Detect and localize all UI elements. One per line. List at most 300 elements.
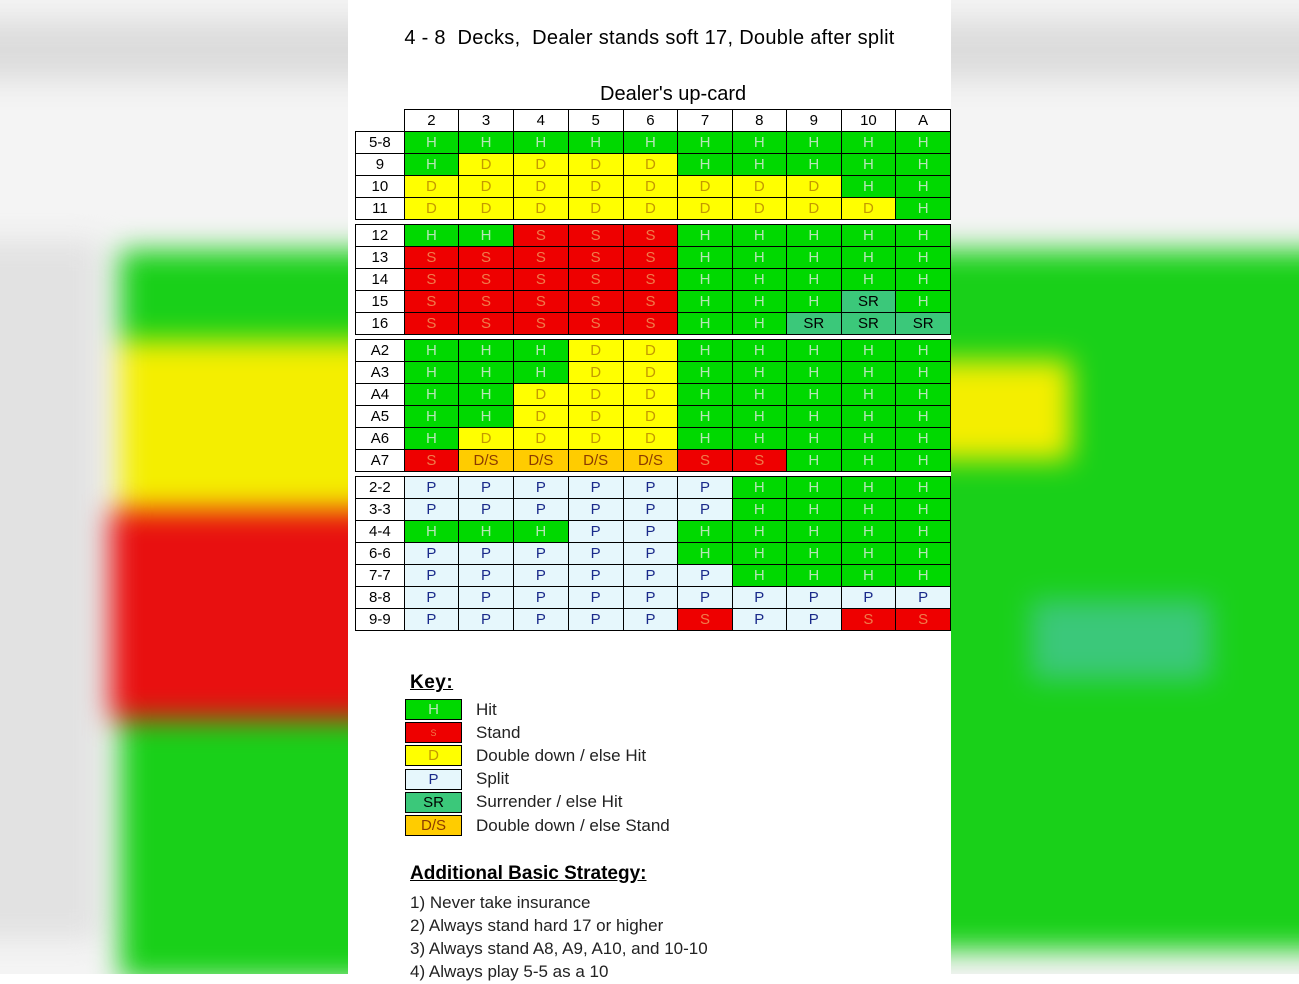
strategy-cell: D (513, 176, 568, 198)
key-item (405, 791, 670, 814)
strategy-cell: D (623, 362, 678, 384)
strategy-cell: H (786, 269, 841, 291)
strategy-cell: H (732, 499, 786, 521)
key-swatch: S (405, 722, 462, 743)
strategy-cell: D (678, 198, 732, 220)
strategy-cell: D (841, 198, 896, 220)
strategy-row (356, 362, 951, 384)
strategy-cell: S (568, 291, 623, 313)
strategy-cell: H (896, 565, 951, 587)
strategy-cell: S (896, 609, 951, 631)
strategy-cell: H (896, 477, 951, 499)
player-hand-label: 6-6 (356, 543, 405, 565)
strategy-cell: P (623, 609, 678, 631)
player-hand-label: 9-9 (356, 609, 405, 631)
strategy-cell: H (678, 132, 732, 154)
strategy-cell: D (513, 384, 568, 406)
key-label: Hit (476, 699, 497, 719)
strategy-cell: H (841, 384, 896, 406)
strategy-cell: P (623, 587, 678, 609)
strategy-cell: H (896, 154, 951, 176)
strategy-row (356, 406, 951, 428)
strategy-cell: P (404, 587, 458, 609)
strategy-cell: H (786, 450, 841, 472)
strategy-cell: H (896, 198, 951, 220)
strategy-cell: H (404, 225, 458, 247)
strategy-cell: H (404, 406, 458, 428)
strategy-cell: S (623, 291, 678, 313)
strategy-cell: H (732, 406, 786, 428)
strategy-cell: S (623, 225, 678, 247)
player-hand-label: 14 (356, 269, 405, 291)
strategy-cell: H (513, 362, 568, 384)
strategy-cell: H (678, 340, 732, 362)
strategy-cell: H (786, 428, 841, 450)
strategy-cell: D (623, 176, 678, 198)
strategy-grid (355, 109, 951, 631)
strategy-cell: S (568, 247, 623, 269)
strategy-cell: D (459, 176, 514, 198)
player-hand-label: A3 (356, 362, 405, 384)
strategy-cell: H (896, 384, 951, 406)
strategy-cell: H (732, 225, 786, 247)
strategy-cell: S (732, 450, 786, 472)
strategy-cell: P (623, 565, 678, 587)
dealer-card-header: 3 (459, 110, 514, 132)
player-hand-label: 9 (356, 154, 405, 176)
key-swatch: P (405, 769, 462, 790)
key-label: Surrender / else Hit (476, 792, 623, 812)
strategy-cell: H (404, 154, 458, 176)
strategy-cell: D/S (568, 450, 623, 472)
strategy-cell: H (786, 521, 841, 543)
strategy-row (356, 428, 951, 450)
strategy-cell: H (732, 428, 786, 450)
player-hand-label: 4-4 (356, 521, 405, 543)
strategy-cell: P (786, 587, 841, 609)
strategy-cell: S (513, 313, 568, 335)
strategy-cell: D (568, 340, 623, 362)
strategy-cell: S (513, 247, 568, 269)
dealer-card-header: 8 (732, 110, 786, 132)
strategy-cell: P (623, 499, 678, 521)
blurred-backdrop-left (0, 0, 348, 974)
player-hand-label: A7 (356, 450, 405, 472)
strategy-cell: H (841, 225, 896, 247)
strategy-cell: S (568, 225, 623, 247)
strategy-cell: H (404, 521, 458, 543)
key-label: Double down / else Hit (476, 745, 647, 765)
strategy-cell: H (732, 384, 786, 406)
dealer-card-header: 4 (513, 110, 568, 132)
strategy-cell: H (678, 154, 732, 176)
strategy-cell: H (459, 406, 514, 428)
strategy-row (356, 247, 951, 269)
additional-strategy-item: 1) Never take insurance (410, 893, 591, 912)
strategy-cell: P (786, 609, 841, 631)
strategy-cell: H (896, 291, 951, 313)
strategy-cell: S (404, 450, 458, 472)
strategy-cell: H (841, 176, 896, 198)
strategy-cell: H (896, 176, 951, 198)
strategy-row (356, 521, 951, 543)
strategy-cell: D (513, 406, 568, 428)
strategy-cell: H (841, 269, 896, 291)
additional-strategy-item: 2) Always stand hard 17 or higher (410, 916, 664, 935)
strategy-cell: H (786, 384, 841, 406)
strategy-cell: H (623, 132, 678, 154)
strategy-cell: D (568, 384, 623, 406)
strategy-cell: H (841, 362, 896, 384)
player-hand-label: 8-8 (356, 587, 405, 609)
key-label: Stand (476, 722, 521, 742)
strategy-cell: D (568, 176, 623, 198)
strategy-cell: H (841, 521, 896, 543)
strategy-cell: S (404, 269, 458, 291)
strategy-cell: H (732, 247, 786, 269)
strategy-cell: H (459, 340, 514, 362)
strategy-cell: P (568, 609, 623, 631)
strategy-row (356, 609, 951, 631)
strategy-row (356, 132, 951, 154)
strategy-cell: D (513, 198, 568, 220)
strategy-cell: H (896, 269, 951, 291)
strategy-cell: H (786, 406, 841, 428)
strategy-cell: P (404, 499, 458, 521)
strategy-cell: S (459, 313, 514, 335)
strategy-row (356, 565, 951, 587)
strategy-cell: P (678, 477, 732, 499)
strategy-cell: H (896, 132, 951, 154)
strategy-cell: H (896, 450, 951, 472)
strategy-cell: P (732, 587, 786, 609)
strategy-cell: H (896, 428, 951, 450)
strategy-cell: P (732, 609, 786, 631)
strategy-cell: H (841, 132, 896, 154)
key-list (405, 698, 670, 837)
dealer-card-header: 2 (404, 110, 458, 132)
strategy-cell: D (404, 198, 458, 220)
strategy-row (356, 587, 951, 609)
strategy-cell: SR (841, 291, 896, 313)
strategy-cell: S (459, 247, 514, 269)
strategy-cell: H (732, 477, 786, 499)
strategy-cell: P (513, 609, 568, 631)
strategy-row (356, 291, 951, 313)
strategy-cell: P (678, 587, 732, 609)
strategy-cell: S (678, 609, 732, 631)
strategy-cell: H (896, 247, 951, 269)
strategy-cell: D (678, 176, 732, 198)
strategy-cell: H (896, 521, 951, 543)
strategy-cell: H (896, 499, 951, 521)
player-hand-label: 16 (356, 313, 405, 335)
strategy-row (356, 313, 951, 335)
dealer-card-header: 10 (841, 110, 896, 132)
dealer-card-header: 6 (623, 110, 678, 132)
strategy-cell: S (568, 313, 623, 335)
strategy-cell: S (623, 313, 678, 335)
strategy-cell: S (404, 247, 458, 269)
strategy-cell: H (732, 269, 786, 291)
strategy-cell: P (513, 477, 568, 499)
strategy-cell: H (786, 565, 841, 587)
player-hand-label: 2-2 (356, 477, 405, 499)
strategy-cell: H (896, 225, 951, 247)
dealer-card-header: 7 (678, 110, 732, 132)
strategy-cell: H (841, 543, 896, 565)
strategy-cell: H (678, 428, 732, 450)
strategy-cell: H (404, 428, 458, 450)
dealer-card-header: A (896, 110, 951, 132)
strategy-cell: H (786, 362, 841, 384)
strategy-cell: H (678, 406, 732, 428)
strategy-cell: H (786, 132, 841, 154)
strategy-cell: D/S (459, 450, 514, 472)
strategy-cell: P (459, 565, 514, 587)
strategy-cell: D (623, 154, 678, 176)
strategy-cell: D (623, 340, 678, 362)
strategy-cell: H (678, 521, 732, 543)
strategy-cell: H (841, 406, 896, 428)
strategy-cell: D (459, 198, 514, 220)
strategy-cell: P (513, 587, 568, 609)
strategy-cell: H (678, 543, 732, 565)
key-item (405, 814, 670, 837)
strategy-cell: H (732, 291, 786, 313)
strategy-cell: H (841, 428, 896, 450)
strategy-cell: H (786, 499, 841, 521)
dealer-card-header: 5 (568, 110, 623, 132)
strategy-cell: P (568, 477, 623, 499)
dealer-card-header: 9 (786, 110, 841, 132)
strategy-cell: S (404, 313, 458, 335)
page-title: 4 - 8 Decks, Dealer stands soft 17, Double after split (404, 27, 895, 49)
strategy-cell: P (623, 521, 678, 543)
strategy-cell: S (568, 269, 623, 291)
strategy-cell: S (623, 269, 678, 291)
strategy-cell: H (841, 247, 896, 269)
strategy-cell: P (404, 477, 458, 499)
strategy-cell: S (459, 291, 514, 313)
strategy-cell: D (732, 176, 786, 198)
strategy-cell: D (568, 428, 623, 450)
strategy-cell: D (568, 198, 623, 220)
strategy-cell: P (404, 609, 458, 631)
key-swatch: D/S (405, 815, 462, 836)
strategy-cell: D (459, 428, 514, 450)
strategy-cell: P (513, 499, 568, 521)
strategy-cell: H (568, 132, 623, 154)
strategy-cell: H (404, 362, 458, 384)
strategy-cell: H (459, 384, 514, 406)
strategy-cell: D (404, 176, 458, 198)
strategy-cell: H (786, 543, 841, 565)
strategy-cell: H (459, 362, 514, 384)
key-item (405, 698, 670, 721)
strategy-row (356, 225, 951, 247)
strategy-cell: H (678, 269, 732, 291)
strategy-cell: S (678, 450, 732, 472)
strategy-cell: H (732, 565, 786, 587)
strategy-cell: P (404, 543, 458, 565)
key-title: Key: (410, 672, 454, 693)
strategy-cell: H (732, 543, 786, 565)
strategy-cell: S (513, 269, 568, 291)
key-item (405, 744, 670, 767)
strategy-cell: H (841, 499, 896, 521)
strategy-cell: P (513, 565, 568, 587)
player-hand-label: 7-7 (356, 565, 405, 587)
strategy-cell: D (732, 198, 786, 220)
strategy-cell: S (459, 269, 514, 291)
strategy-cell: H (732, 521, 786, 543)
strategy-cell: D (623, 428, 678, 450)
strategy-cell: D (513, 154, 568, 176)
strategy-row (356, 340, 951, 362)
strategy-cell: SR (841, 313, 896, 335)
strategy-cell: H (841, 154, 896, 176)
strategy-cell: S (404, 291, 458, 313)
strategy-cell: H (678, 362, 732, 384)
strategy-row (356, 198, 951, 220)
strategy-row (356, 176, 951, 198)
strategy-cell: D (568, 154, 623, 176)
strategy-cell: H (678, 313, 732, 335)
key-swatch: D (405, 745, 462, 766)
strategy-cell: P (568, 587, 623, 609)
strategy-cell: H (896, 543, 951, 565)
blurred-backdrop-right (951, 0, 1299, 974)
player-hand-label: A4 (356, 384, 405, 406)
strategy-cell: D/S (623, 450, 678, 472)
strategy-row (356, 499, 951, 521)
strategy-cell: D (623, 406, 678, 428)
strategy-cell: H (459, 132, 514, 154)
player-hand-label: 15 (356, 291, 405, 313)
strategy-cell: H (459, 225, 514, 247)
strategy-cell: H (678, 247, 732, 269)
strategy-cell: P (459, 587, 514, 609)
strategy-cell: H (786, 340, 841, 362)
strategy-cell: H (786, 477, 841, 499)
strategy-cell: D (568, 362, 623, 384)
strategy-cell: D (513, 428, 568, 450)
strategy-cell: D (568, 406, 623, 428)
strategy-cell: P (459, 609, 514, 631)
dealer-upcard-heading: Dealer's up-card (600, 83, 747, 105)
strategy-row (356, 477, 951, 499)
player-hand-label: 12 (356, 225, 405, 247)
strategy-cell: H (786, 154, 841, 176)
strategy-cell: D (623, 384, 678, 406)
strategy-cell: H (459, 521, 514, 543)
key-swatch: SR (405, 792, 462, 813)
strategy-cell: S (513, 291, 568, 313)
strategy-cell: S (841, 609, 896, 631)
strategy-cell: S (513, 225, 568, 247)
strategy-cell: H (732, 313, 786, 335)
strategy-cell: P (568, 521, 623, 543)
strategy-cell: D (786, 176, 841, 198)
additional-strategy-item: 4) Always play 5-5 as a 10 (410, 962, 609, 981)
player-hand-label: A2 (356, 340, 405, 362)
strategy-cell: H (513, 132, 568, 154)
strategy-cell: H (786, 291, 841, 313)
grid-corner (356, 110, 405, 132)
strategy-cell: H (896, 340, 951, 362)
strategy-row (356, 269, 951, 291)
key-label: Double down / else Stand (476, 815, 670, 835)
strategy-cell: H (896, 406, 951, 428)
strategy-cell: P (513, 543, 568, 565)
player-hand-label: A5 (356, 406, 405, 428)
strategy-cell: H (732, 362, 786, 384)
additional-strategy-list (410, 892, 708, 984)
strategy-cell: D (786, 198, 841, 220)
player-hand-label: 3-3 (356, 499, 405, 521)
strategy-cell: H (841, 450, 896, 472)
strategy-cell: H (678, 384, 732, 406)
strategy-cell: P (459, 499, 514, 521)
strategy-row (356, 154, 951, 176)
strategy-cell: P (623, 477, 678, 499)
key-item (405, 768, 670, 791)
strategy-cell: H (513, 340, 568, 362)
strategy-cell: H (841, 565, 896, 587)
player-hand-label: 10 (356, 176, 405, 198)
player-hand-label: 5-8 (356, 132, 405, 154)
strategy-cell: H (404, 340, 458, 362)
additional-strategy-item: 3) Always stand A8, A9, A10, and 10-10 (410, 939, 708, 958)
strategy-cell: H (896, 362, 951, 384)
strategy-cell: H (404, 384, 458, 406)
strategy-cell: H (513, 521, 568, 543)
strategy-cell: H (732, 154, 786, 176)
strategy-row (356, 450, 951, 472)
additional-strategy-title: Additional Basic Strategy: (410, 863, 647, 884)
strategy-cell: P (568, 499, 623, 521)
key-item (405, 721, 670, 744)
strategy-cell: SR (896, 313, 951, 335)
player-hand-label: 11 (356, 198, 405, 220)
strategy-cell: H (841, 340, 896, 362)
strategy-cell: H (786, 247, 841, 269)
strategy-cell: P (568, 565, 623, 587)
strategy-cell: H (732, 340, 786, 362)
strategy-cell: P (404, 565, 458, 587)
player-hand-label: 13 (356, 247, 405, 269)
strategy-cell: P (678, 565, 732, 587)
strategy-cell: P (459, 477, 514, 499)
strategy-row (356, 543, 951, 565)
strategy-cell: P (841, 587, 896, 609)
key-swatch: H (405, 699, 462, 720)
key-label: Split (476, 769, 510, 789)
strategy-cell: P (623, 543, 678, 565)
strategy-cell: H (841, 477, 896, 499)
strategy-page (348, 0, 951, 981)
strategy-cell: SR (786, 313, 841, 335)
strategy-cell: D (459, 154, 514, 176)
strategy-cell: D (623, 198, 678, 220)
strategy-cell: S (623, 247, 678, 269)
strategy-cell: H (404, 132, 458, 154)
strategy-cell: P (678, 499, 732, 521)
strategy-cell: H (786, 225, 841, 247)
strategy-cell: P (568, 543, 623, 565)
strategy-cell: H (678, 225, 732, 247)
